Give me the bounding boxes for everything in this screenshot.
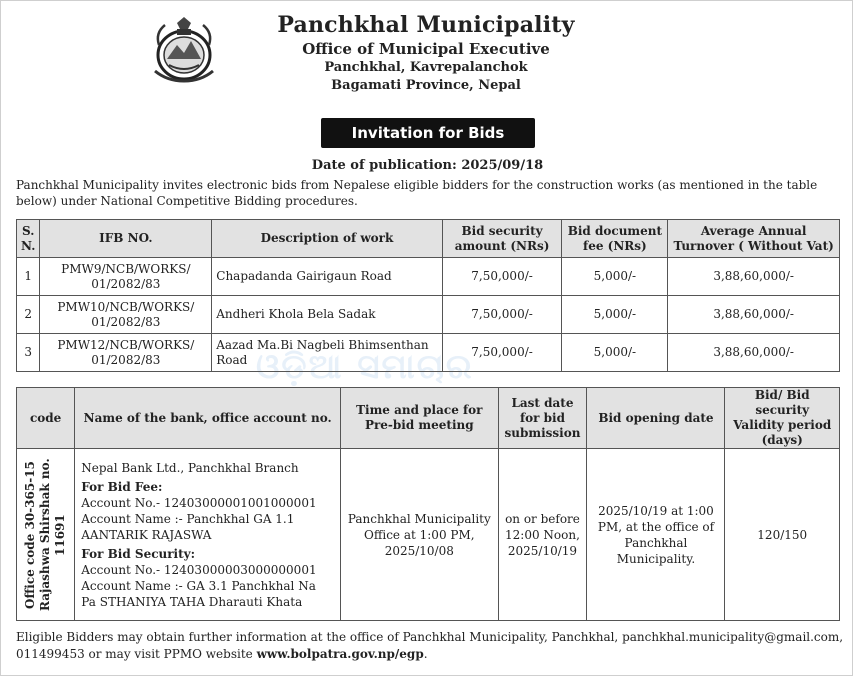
footer-text: Eligible Bidders may obtain further information at the office of Panchkhal Municipality, Panchkhal, panchkhal.municipality@gmail.com, 011499453 or may visit PPMO website xyxy=(16,630,844,661)
cell-security: 7,50,000/- xyxy=(442,334,562,372)
cell-sn: 1 xyxy=(17,258,40,296)
bank-name: Nepal Bank Ltd., Panchkhal Branch xyxy=(81,460,299,475)
bid-fee-label: For Bid Fee: xyxy=(81,479,163,494)
footer-note xyxy=(16,629,846,663)
header-prebid: Time and place for Pre-bid meeting xyxy=(341,388,498,449)
fee-account-no: Account No.- 12403000001001000001 xyxy=(81,495,317,510)
header-bid-security: Bid security amount (NRs) xyxy=(442,220,562,258)
cell-sn: 3 xyxy=(17,334,40,372)
cell-turnover: 3,88,60,000/- xyxy=(668,258,840,296)
security-account-name: Account Name :- GA 3.1 Panchkhal Na Pa STHANIYA TAHA Dharauti Khata xyxy=(81,578,316,609)
header-bank: Name of the bank, office account no. xyxy=(75,388,341,449)
table-row xyxy=(17,334,840,372)
bank-header-row xyxy=(17,388,840,449)
header-turnover: Average Annual Turnover ( Without Vat) xyxy=(668,220,840,258)
bank-schedule-table xyxy=(16,387,840,621)
cell-description: Chapadanda Gairigaun Road xyxy=(212,258,442,296)
province-line: Bagamati Province, Nepal xyxy=(331,78,521,93)
cell-turnover: 3,88,60,000/- xyxy=(668,334,840,372)
bid-security-label: For Bid Security: xyxy=(81,546,196,561)
cell-prebid: Panchkhal Municipality Office at 1:00 PM, 2025/10/08 xyxy=(341,449,498,621)
header-opening-date: Bid opening date xyxy=(587,388,725,449)
works-table xyxy=(16,219,840,372)
cell-sn: 2 xyxy=(17,296,40,334)
works-header-row xyxy=(17,220,840,258)
intro-paragraph: Panchkhal Municipality invites electronic bids from Nepalese eligible bidders for the construction works (as mentioned in the table below) under National Competitive Bidding procedures. xyxy=(16,178,818,208)
header-doc-fee: Bid document fee (NRs) xyxy=(562,220,668,258)
cell-description: Aazad Ma.Bi Nagbeli Bhimsenthan Road xyxy=(212,334,442,372)
cell-description: Andheri Khola Bela Sadak xyxy=(212,296,442,334)
location-line: Panchkhal, Kavrepalanchok xyxy=(324,60,528,75)
security-account-no: Account No.- 12403000003000000001 xyxy=(81,562,317,577)
office-name: Office of Municipal Executive xyxy=(302,40,550,58)
cell-last-date: on or before 12:00 Noon, 2025/10/19 xyxy=(498,449,587,621)
table-row xyxy=(17,296,840,334)
municipality-title: Panchkhal Municipality xyxy=(277,12,575,38)
cell-fee: 5,000/- xyxy=(562,258,668,296)
cell-fee: 5,000/- xyxy=(562,296,668,334)
fee-account-name: Account Name :- Panchkhal GA 1.1 AANTARIK RAJASWA xyxy=(81,511,295,542)
cell-turnover: 3,88,60,000/- xyxy=(668,296,840,334)
publication-date: Date of publication: 2025/09/18 xyxy=(311,158,544,173)
cell-ifb: PMW9/NCB/WORKS/ 01/2082/83 xyxy=(40,258,212,296)
cell-ifb: PMW12/NCB/WORKS/ 01/2082/83 xyxy=(40,334,212,372)
cell-office-code xyxy=(17,449,75,621)
header-validity: Bid/ Bid security Validity period (days) xyxy=(725,388,840,449)
cell-security: 7,50,000/- xyxy=(442,296,562,334)
nepal-emblem-icon xyxy=(147,15,221,85)
footer-end: . xyxy=(423,647,428,661)
cell-validity: 120/150 xyxy=(725,449,840,621)
cell-opening-date: 2025/10/19 at 1:00 PM, at the office of Panchkhal Municipality. xyxy=(587,449,725,621)
cell-bank-details xyxy=(75,449,341,621)
table-row xyxy=(17,258,840,296)
header-ifb: IFB NO. xyxy=(40,220,212,258)
watermark: ଓଡ଼ିଆ ସମାଚାର xyxy=(256,347,474,387)
cell-fee: 5,000/- xyxy=(562,334,668,372)
office-code-text: Office code 30-365-15 Rajashwa Shirshak no. 11691 xyxy=(23,458,68,611)
table-row xyxy=(17,449,840,621)
header xyxy=(231,11,621,95)
header-sn: S. N. xyxy=(17,220,40,258)
header-description: Description of work xyxy=(212,220,442,258)
invitation-banner: Invitation for Bids xyxy=(321,118,535,148)
header-last-date: Last date for bid submission xyxy=(498,388,587,449)
cell-ifb: PMW10/NCB/WORKS/ 01/2082/83 xyxy=(40,296,212,334)
ppmo-website-link[interactable]: www.bolpatra.gov.np/egp xyxy=(256,647,424,661)
header-code: code xyxy=(17,388,75,449)
cell-security: 7,50,000/- xyxy=(442,258,562,296)
